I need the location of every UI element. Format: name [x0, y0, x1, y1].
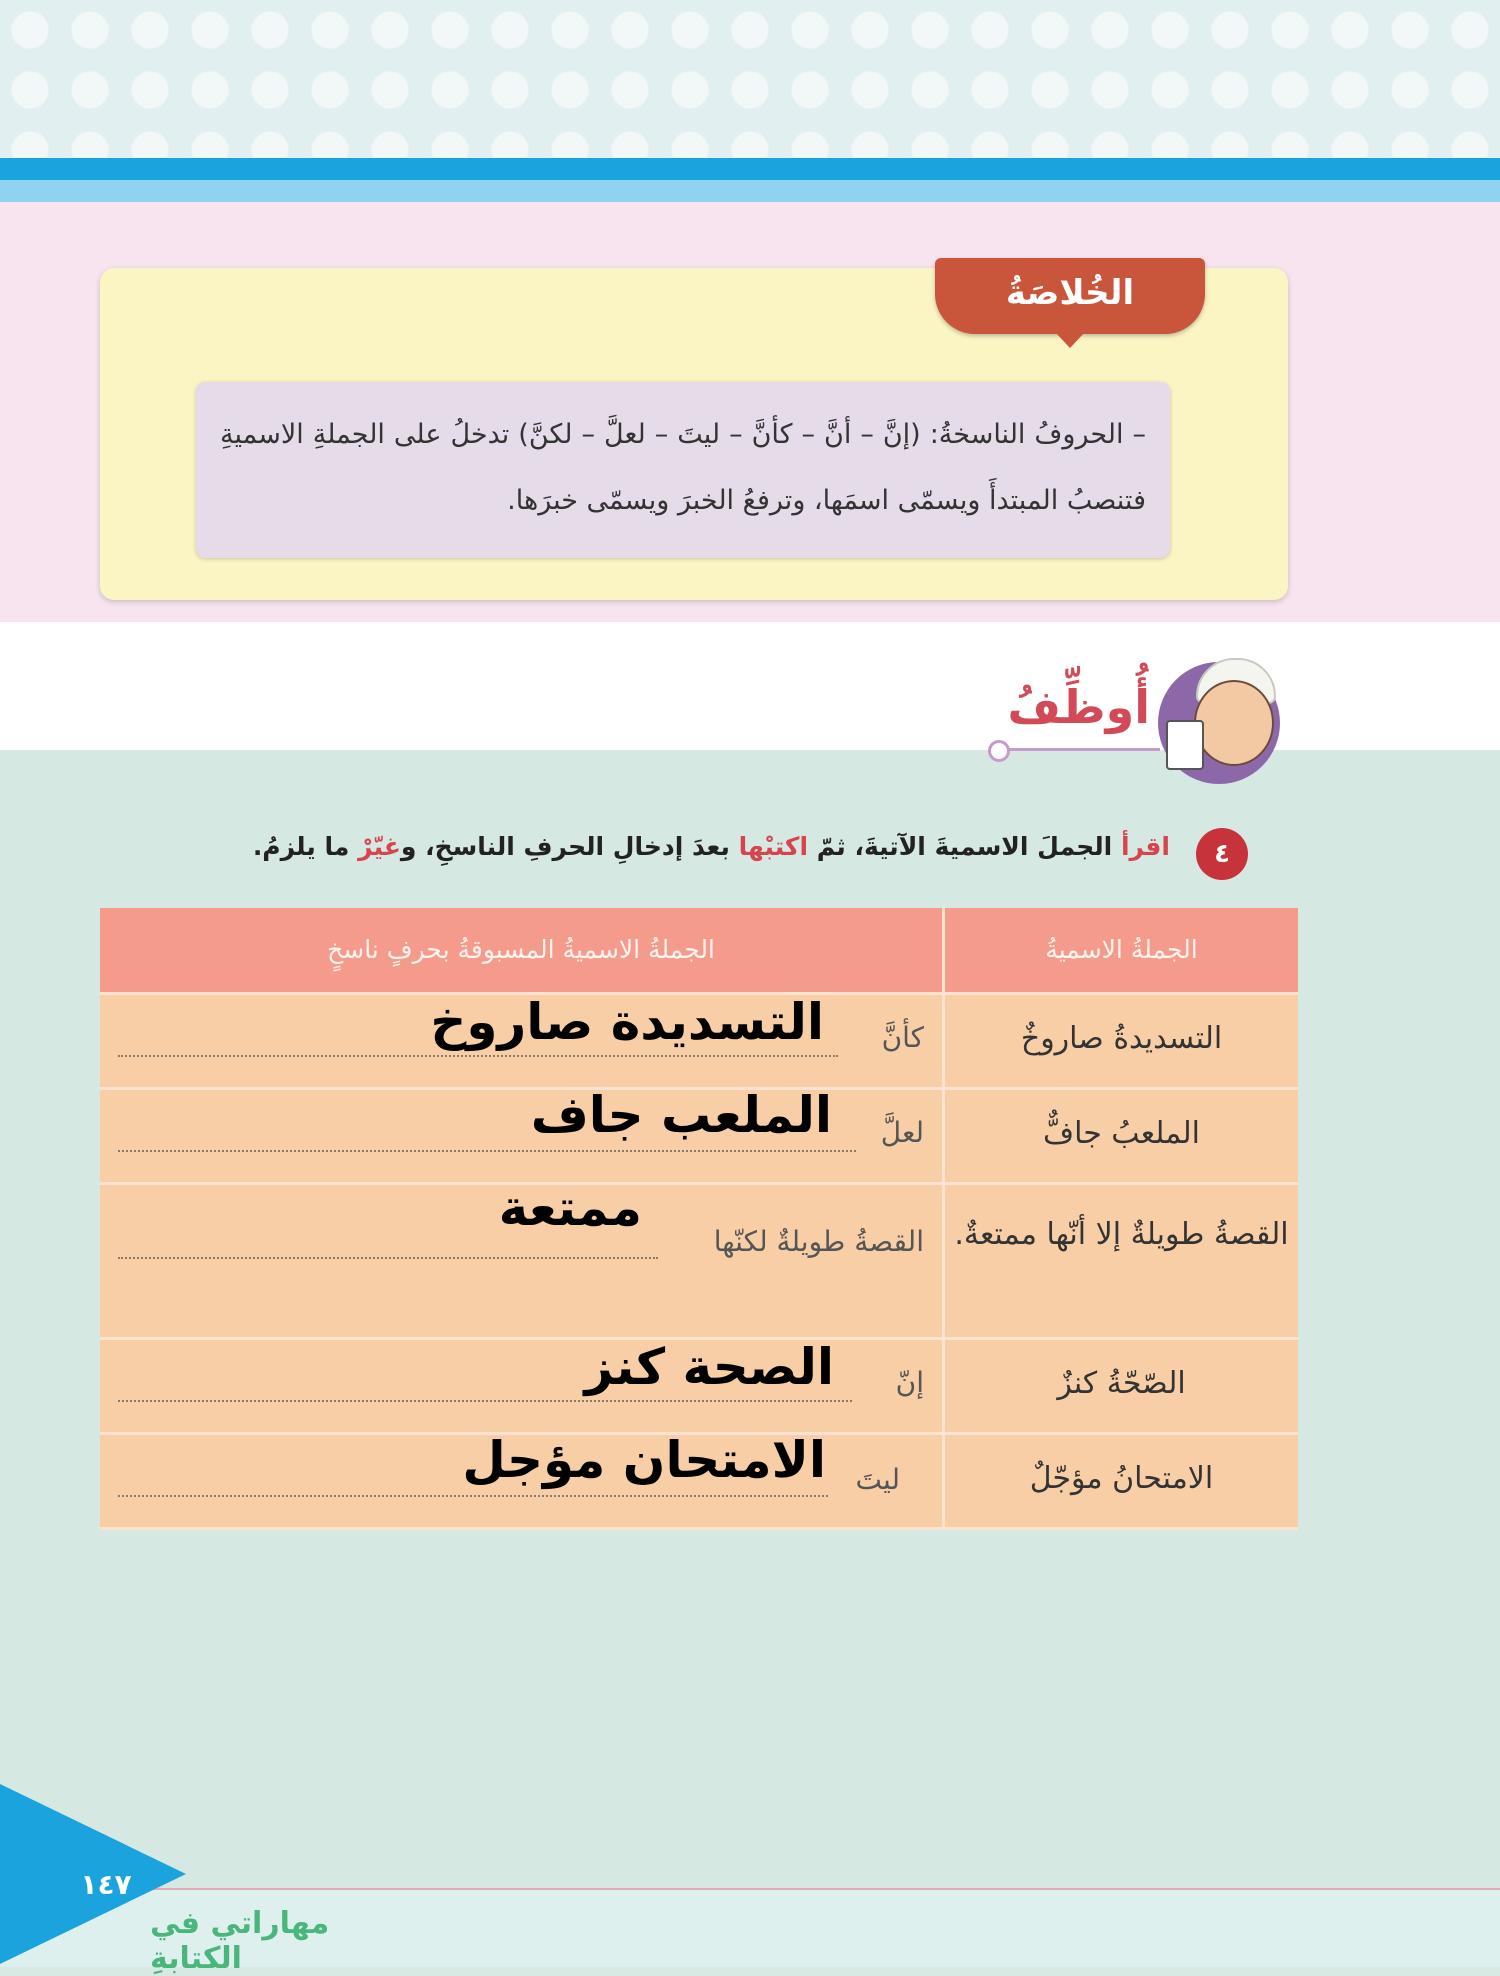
- sentence-cell: [942, 1090, 1298, 1182]
- handwritten-answer: التسديدة صاروخ: [430, 993, 824, 1051]
- answer-line: [118, 1257, 658, 1259]
- book-title: مهاراتي في الكتابةِ: [150, 1906, 330, 1976]
- summary-text: – الحروفُ الناسخةُ: (إنَّ – أنَّ – كأنَّ – ليتَ – لعلَّ – لكنَّ) تدخلُ على الجملةِ الاسميةِ فتنصبُ المبتدأَ ويسمّى اسمَها، وترفعُ الخبرَ ويسمّى خبرَها.: [196, 382, 1170, 558]
- apply-underline: [1000, 748, 1160, 751]
- apply-dot-icon: [988, 740, 1010, 762]
- sentence-cell: [942, 1185, 1298, 1337]
- sentence-text: الملعبُ جافٌّ: [1042, 1116, 1200, 1151]
- answer-line: [118, 1495, 828, 1497]
- table-row: [100, 1086, 1298, 1185]
- table-header-cell: الجملةُ الاسميةُ المسبوقةُ بحرفٍ ناسخٍ: [327, 935, 715, 964]
- answer-line: [118, 1150, 856, 1152]
- page-number: ١٤٧: [80, 1868, 132, 1901]
- exercise-table: [100, 908, 1298, 1530]
- handwritten-answer: الامتحان مؤجل: [462, 1431, 826, 1489]
- prefix-text: ليتَ: [855, 1463, 900, 1496]
- table-row: [100, 1340, 1298, 1435]
- handwritten-answer: الصحة كنز: [584, 1338, 834, 1396]
- table-row: [100, 1179, 1298, 1340]
- answer-cell[interactable]: [100, 995, 942, 1087]
- answer-cell[interactable]: [100, 1086, 942, 1182]
- instruction-text: الجملَ الاسميةَ الآتيةَ، ثمّ: [808, 832, 1121, 861]
- sentence-text: الامتحانُ مؤجّلٌ: [1029, 1461, 1214, 1496]
- prefix-text: إنّ: [895, 1366, 924, 1399]
- instruction-verb-change: غيّرْ: [358, 832, 401, 861]
- sentence-text: التسديدةُ صاروخٌ: [1020, 1021, 1223, 1056]
- handwritten-answer: الملعب جاف: [530, 1086, 832, 1144]
- table-header-row: [100, 908, 1298, 995]
- table-header-cell: الجملةُ الاسميةُ: [942, 908, 1298, 992]
- question-number-badge: ٤: [1196, 828, 1248, 880]
- header-band-light: [0, 180, 1500, 202]
- prefix-text: كأنَّ: [881, 1021, 924, 1054]
- answer-cell[interactable]: [100, 1431, 942, 1527]
- tablet-icon: [1166, 720, 1204, 770]
- prefix-text: لعلَّ: [880, 1116, 924, 1149]
- instruction-text: ما يلزمُ.: [252, 832, 359, 861]
- sentence-cell: [942, 995, 1298, 1087]
- instruction-verb-write: اكتبْها: [738, 832, 809, 861]
- avatar-face-icon: [1194, 680, 1274, 766]
- header-band: [0, 158, 1500, 180]
- table-row: [100, 995, 1298, 1090]
- handwritten-answer: ممتعة: [498, 1179, 642, 1237]
- answer-line: [118, 1400, 852, 1402]
- answer-line: [118, 1055, 838, 1057]
- sentence-text: الصّحّةُ كنزٌ: [1057, 1366, 1186, 1401]
- sentence-cell: [942, 1340, 1298, 1432]
- instruction-text: بعدَ إدخالِ الحرفِ الناسخِ، و: [400, 832, 739, 861]
- sentence-text: القصةُ طويلةٌ إلا أنّها ممتعةٌ.: [954, 1217, 1289, 1252]
- sentence-cell: [942, 1435, 1298, 1527]
- apply-title: أُوظِّفُ: [1007, 680, 1150, 734]
- instruction-verb-read: اقرأ: [1120, 832, 1170, 861]
- header-pattern: [0, 0, 1500, 158]
- prefix-text: القصةُ طويلةٌ لكنّها: [713, 1225, 924, 1258]
- answer-cell[interactable]: [100, 1179, 942, 1337]
- answer-cell[interactable]: [100, 1340, 942, 1432]
- table-row: [100, 1431, 1298, 1530]
- summary-title: الخُلاصَةُ: [935, 258, 1205, 334]
- question-instruction: [200, 832, 1170, 876]
